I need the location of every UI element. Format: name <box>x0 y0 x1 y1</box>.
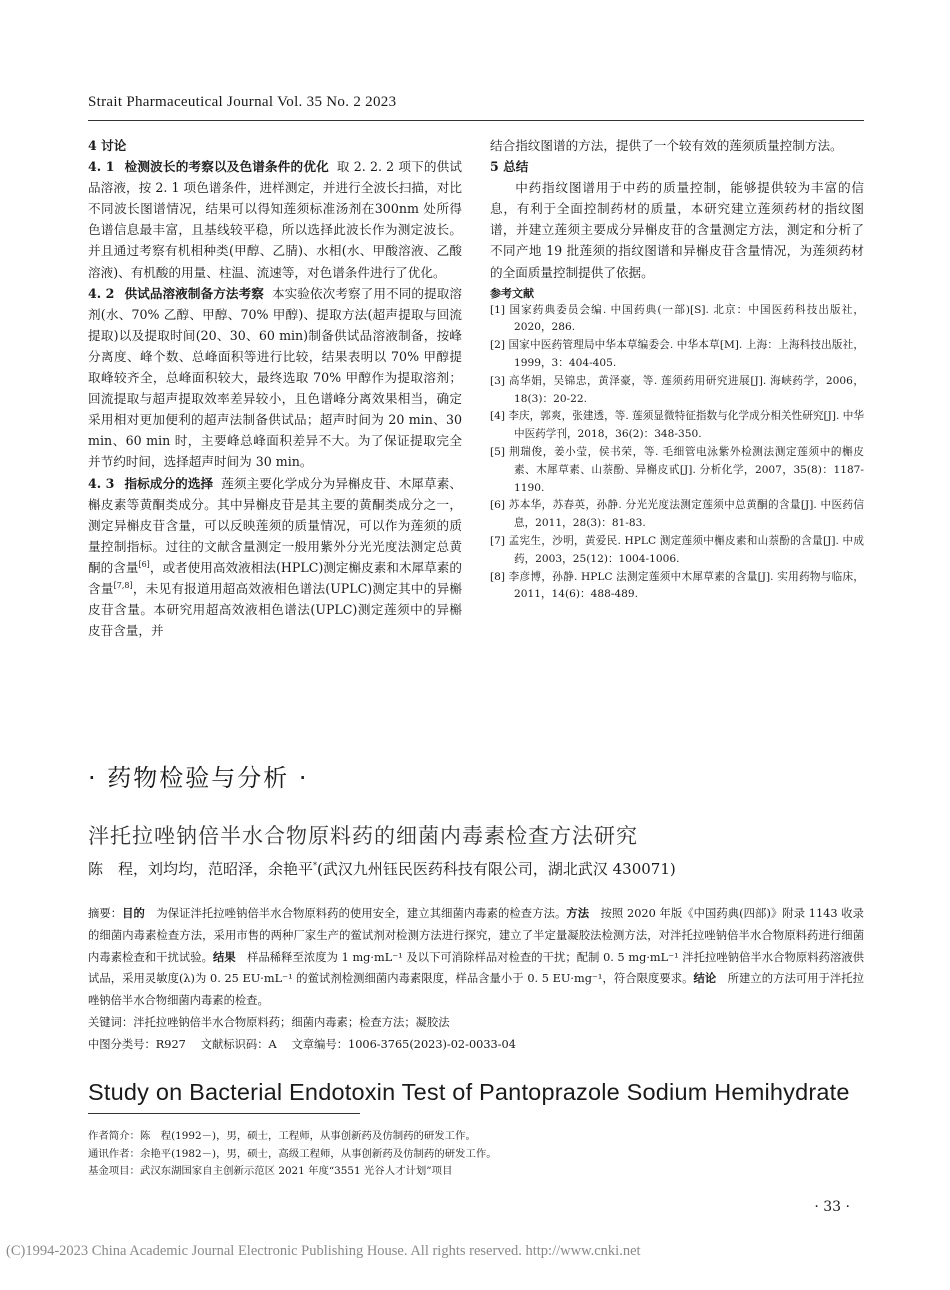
reference-item: [1] 国家药典委员会编. 中国药典(一部)[S]. 北京：中国医药科技出版社，2020，286. <box>490 303 864 334</box>
method-label: 方法 <box>566 906 590 920</box>
abstract-block <box>88 903 864 1056</box>
reference-item: [6] 苏本华，苏春英，孙静. 分光光度法测定莲须中总黄酮的含量[J]. 中医药信息，2011，28(3)：81-83. <box>490 499 864 530</box>
citation-6: [6] <box>138 559 150 569</box>
affiliation: (武汉九州钰民医药科技有限公司，湖北武汉 430071) <box>317 860 676 878</box>
article-title-en: Study on Bacterial Endotoxin Test of Pantoprazole Sodium Hemihydrate <box>88 1079 850 1105</box>
footnote-rule <box>88 1113 360 1114</box>
reference-item: [5] 荆瑞俊，姜小莹，侯书荣，等. 毛细管电泳紫外检测法测定莲须中的槲皮素、木犀草素、山萘酚、异槲皮甙[J]. 分析化学，2007，35(8)：1187-1190. <box>490 446 864 494</box>
article-title-cn: 泮托拉唑钠倍半水合物原料药的细菌内毒素检查方法研究 <box>88 824 638 848</box>
page-number: · 33 · <box>814 1199 850 1215</box>
footnote-funding: 基金项目：武汉东湖国家自主创新示范区 2021 年度“3551 光谷人才计划”项目 <box>88 1165 453 1177</box>
label-4-1: 4. 1 <box>88 159 115 175</box>
title-4-1: 检测波长的考察以及色谱条件的优化 <box>124 159 329 175</box>
section-4-title: 4 讨论 <box>88 138 127 153</box>
objective-text: 为保证泮托拉唑钠倍半水合物原料药的使用安全，建立其细菌内毒素的检查方法。 <box>156 907 567 920</box>
conclusion-label: 结论 <box>693 971 717 986</box>
footnotes <box>88 1128 497 1181</box>
abstract <box>88 903 864 1012</box>
right-column <box>490 135 864 604</box>
reference-item: [2] 国家中医药管理局中华本草编委会. 中华本草[M]. 上海：上海科技出版社，1999，3：404-405. <box>490 339 864 370</box>
text-4-3c: ，未见有报道用超高效液相色谱法(UPLC)测定其中的异槲皮苷含量。本研究用超高效液相色谱法(UPLC)测定莲须中的异槲皮苷含量，并 <box>88 580 462 639</box>
journal-header: Strait Pharmaceutical Journal Vol. 35 No. 2 2023 <box>88 94 397 110</box>
copyright-line: (C)1994-2023 China Academic Journal Electronic Publishing House. All rights reserved. http://www.cnki.net <box>6 1243 641 1259</box>
text-4-3a: 莲须主要化学成分为异槲皮苷、木犀草素、槲皮素等黄酮类成分。其中异槲皮苷是其主要的黄酮类成分之一，测定异槲皮苷含量，可以反映莲须的质量情况，可以作为莲须的质量控制指标。过往的文献含量测定一般用紫外分光光度法测定总黄酮的含量 <box>88 475 463 575</box>
corresponding-mark: * <box>313 861 318 870</box>
paragraph-5: 中药指纹图谱用于中药的质量控制，能够提供较为丰富的信息，有利于全面控制药材的质量，本研究建立莲须药材的指纹图谱，并建立莲须主要成分异槲皮苷的含量测定方法，测定和分析了不同产地 19 批莲须的指纹图谱和异槲皮苷含量情况，为莲须药材的全面质量控制提供了依据。 <box>490 180 864 280</box>
label-4-3: 4. 3 <box>88 475 115 491</box>
left-column <box>88 135 462 641</box>
result-text: 样品稀释至浓度为 1 mg·mL⁻¹ 及以下可消除样品对检查的干扰；配制 0. 5 mg·mL⁻¹ 泮托拉唑钠倍半水合物原料药溶液供试品，采用灵敏度(λ)为 0. 25 EU·mL⁻¹ 的鲎试剂检测细菌内毒素限度，样品含量小于 0. 5 EU·mg⁻¹，符合限度要求。 <box>88 950 864 986</box>
reference-item: [7] 孟宪生，沙明，黄爱民. HPLC 测定莲须中槲皮素和山萘酚的含量[J]. 中成药，2003，25(12)：1004-1006. <box>490 535 864 565</box>
method-text: 按照 2020 年版《中国药典(四部)》附录 1143 收录的细菌内毒素检查方法，采用市售的两种厂家生产的鲎试剂对检测方法进行探究，建立了半定量凝胶法检测方法，对泮托拉唑钠倍半水合物原料药进行细菌内毒素检查和干扰试验。 <box>88 907 864 964</box>
title-4-3: 指标成分的选择 <box>124 475 214 491</box>
text-4-2: 本实验依次考察了用不同的提取溶剂(水、70% 乙醇、甲醇、70% 甲醇)、提取方法(超声提取与回流提取)以及提取时间(20、30、60 min)制备供试品溶液制备，按峰分离度、峰个数、总峰面积等进行比较，结果表明以 70% 甲醇提取峰较齐全，总峰面积较大，最终选取 70% 甲醇作为提取溶剂；回流提取与超声提取效率差异较小，且色谱峰分离效果相当，确定采用相对更加便利的超声法制备供试品；超声时间为 20 min、30 min、60 min 时，主要峰总峰面积差异不大。为了保证提取完全并节约时间，选择超声时间为 30 min。 <box>88 285 463 470</box>
reference-item: [3] 高华娟，吴锦忠，黄泽豪，等. 莲须药用研究进展[J]. 海峡药学，2006，18(3)：20-22. <box>490 374 864 405</box>
objective-label: 目的 <box>122 906 145 920</box>
paragraph-4-3-continued: 结合指纹图谱的方法，提供了一个较有效的莲须质量控制方法。 <box>490 138 843 153</box>
conclusion-text: 所建立的方法可用于泮托拉唑钠倍半水合物细菌内毒素的检查。 <box>88 972 864 1008</box>
section-heading: · 药物检验与分析 · <box>88 764 309 792</box>
paragraph-4-3 <box>88 473 462 642</box>
title-4-2: 供试品溶液制备方法考察 <box>124 285 264 301</box>
authors-line <box>88 858 676 879</box>
references-title: 参考文献 <box>490 286 534 300</box>
section-5-title: 5 总结 <box>490 159 529 175</box>
footnote-corresponding: 通讯作者：余艳平(1982－)，男，硕士，高级工程师，从事创新药及仿制药的研发工作。 <box>88 1147 497 1160</box>
text-4-1: 取 2. 2. 2 项下的供试品溶液，按 2. 1 项色谱条件，进样测定，并进行全波长扫描，对比不同波长图谱情况，结果可以得知莲须标准汤剂在300nm 处所得色谱信息最丰富，且基线较平稳，所以选择此波长作为测定波长。并且通过考察有机相种类(甲醇、乙腈)、水相(水、甲酸溶液、乙酸溶液)、有机酸的用量、柱温、流速等，对色谱条件进行了优化。 <box>88 159 463 280</box>
keywords: 关键词：泮托拉唑钠倍半水合物原料药；细菌内毒素；检查方法；凝胶法 <box>88 1015 450 1029</box>
label-4-2: 4. 2 <box>88 285 115 301</box>
result-label: 结果 <box>212 949 236 964</box>
abstract-label: 摘要： <box>88 907 123 920</box>
citation-7-8: [7,8] <box>113 580 133 590</box>
paragraph-4-1 <box>88 156 462 283</box>
header-rule <box>88 120 864 121</box>
classification: 中图分类号：R927 文献标识码：A 文章编号：1006-3765(2023)-02-0033-04 <box>88 1037 516 1051</box>
authors: 陈 程，刘均均，范昭泽，余艳平 <box>88 860 314 878</box>
paragraph-4-2 <box>88 283 462 473</box>
footnote-author: 作者简介：陈 程(1992－)，男，硕士，工程师，从事创新药及仿制药的研发工作。 <box>88 1130 476 1142</box>
reference-item: [8] 李彦博，孙静. HPLC 法测定莲须中木犀草素的含量[J]. 实用药物与临床，2011，14(6)：488-489. <box>490 570 864 601</box>
text-4-3b: ，或者使用高效液相法(HPLC)测定槲皮素和木犀草素的含量 <box>88 559 462 596</box>
reference-item: [4] 李庆，郭爽，张建透，等. 莲须显微特征指数与化学成分相关性研究[J]. 中华中医药学刊，2018，36(2)：348-350. <box>490 410 864 441</box>
